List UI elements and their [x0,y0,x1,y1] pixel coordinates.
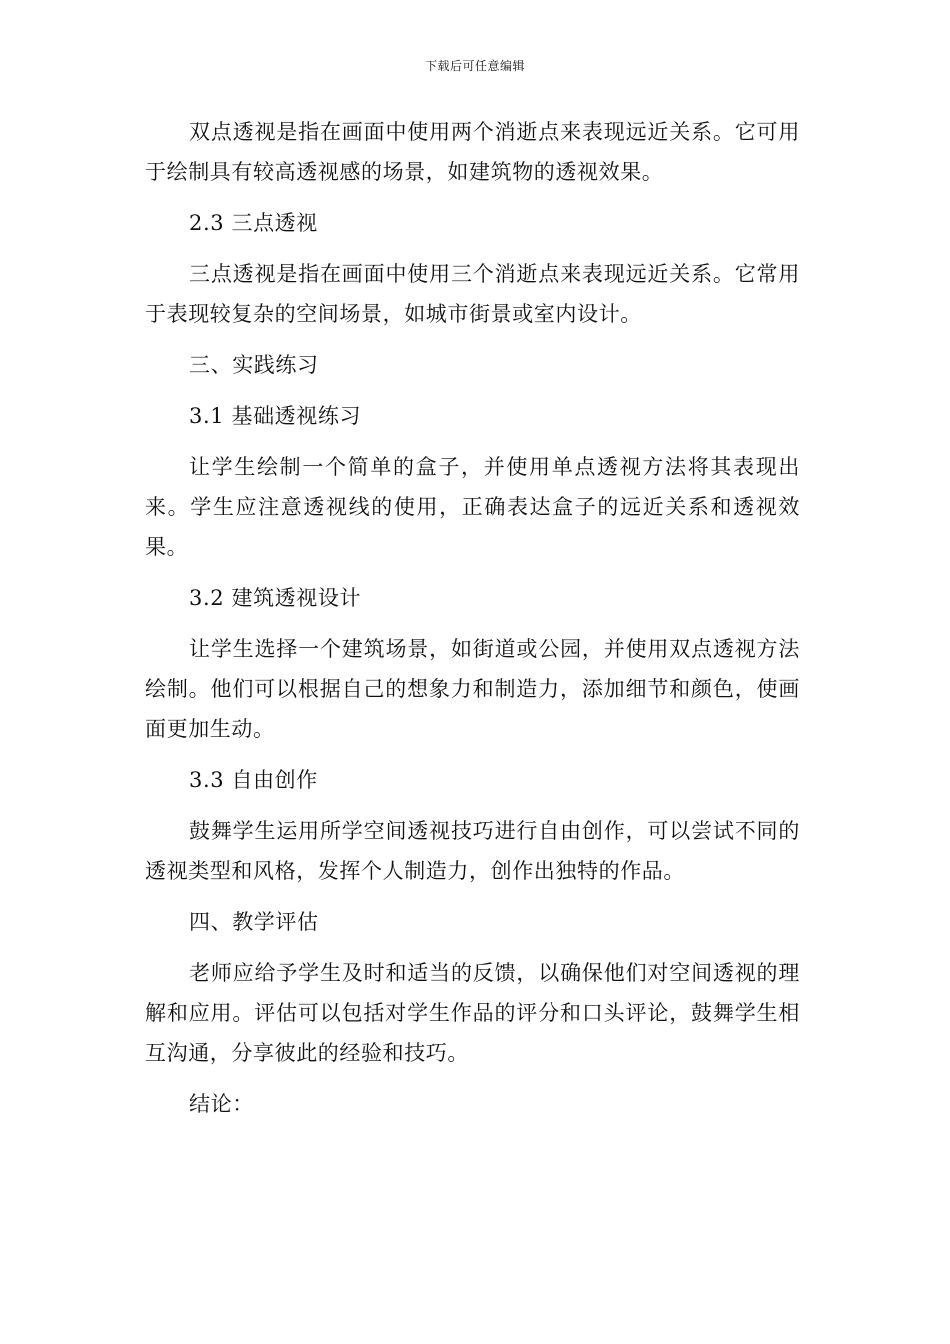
paragraph-three-point-perspective: 三点透视是指在画面中使用三个消逝点来表现远近关系。它常用于表现较复杂的空间场景，如城市街景或室内设计。 [145,262,800,326]
page-header: 下载后可任意编辑 [424,59,525,73]
paragraph-two-point-perspective: 双点透视是指在画面中使用两个消逝点来表现远近关系。它可用于绘制具有较高透视感的场景，如建筑物的透视效果。 [145,120,800,184]
section-heading-conclusion: 结论： [189,1092,254,1116]
document-body [145,112,800,1135]
paragraph-evaluation: 老师应给予学生及时和适当的反馈，以确保他们对空间透视的理解和应用。评估可以包括对学生作品的评分和口头评论，鼓舞学生相互沟通，分享彼此的经验和技巧。 [145,961,800,1065]
paragraph-basic-exercise: 让学生绘制一个简单的盒子，并使用单点透视方法将其表现出来。学生应注意透视线的使用，正确表达盒子的远近关系和透视效果。 [145,455,800,559]
section-heading-3-3: 3.3 自由创作 [189,768,318,792]
paragraph-architecture-design: 让学生选择一个建筑场景，如街道或公园，并使用双点透视方法绘制。他们可以根据自己的想象力和制造力，添加细节和颜色，使画面更加生动。 [145,637,800,741]
section-heading-evaluation: 四、教学评估 [189,910,319,934]
section-heading-3-2: 3.2 建筑透视设计 [189,586,362,610]
section-heading-2-3: 2.3 三点透视 [189,211,318,235]
paragraph-free-creation: 鼓舞学生运用所学空间透视技巧进行自由创作，可以尝试不同的透视类型和风格，发挥个人制造力，创作出独特的作品。 [145,819,800,883]
section-heading-3-1: 3.1 基础透视练习 [189,404,362,428]
section-heading-practice: 三、实践练习 [189,353,319,377]
